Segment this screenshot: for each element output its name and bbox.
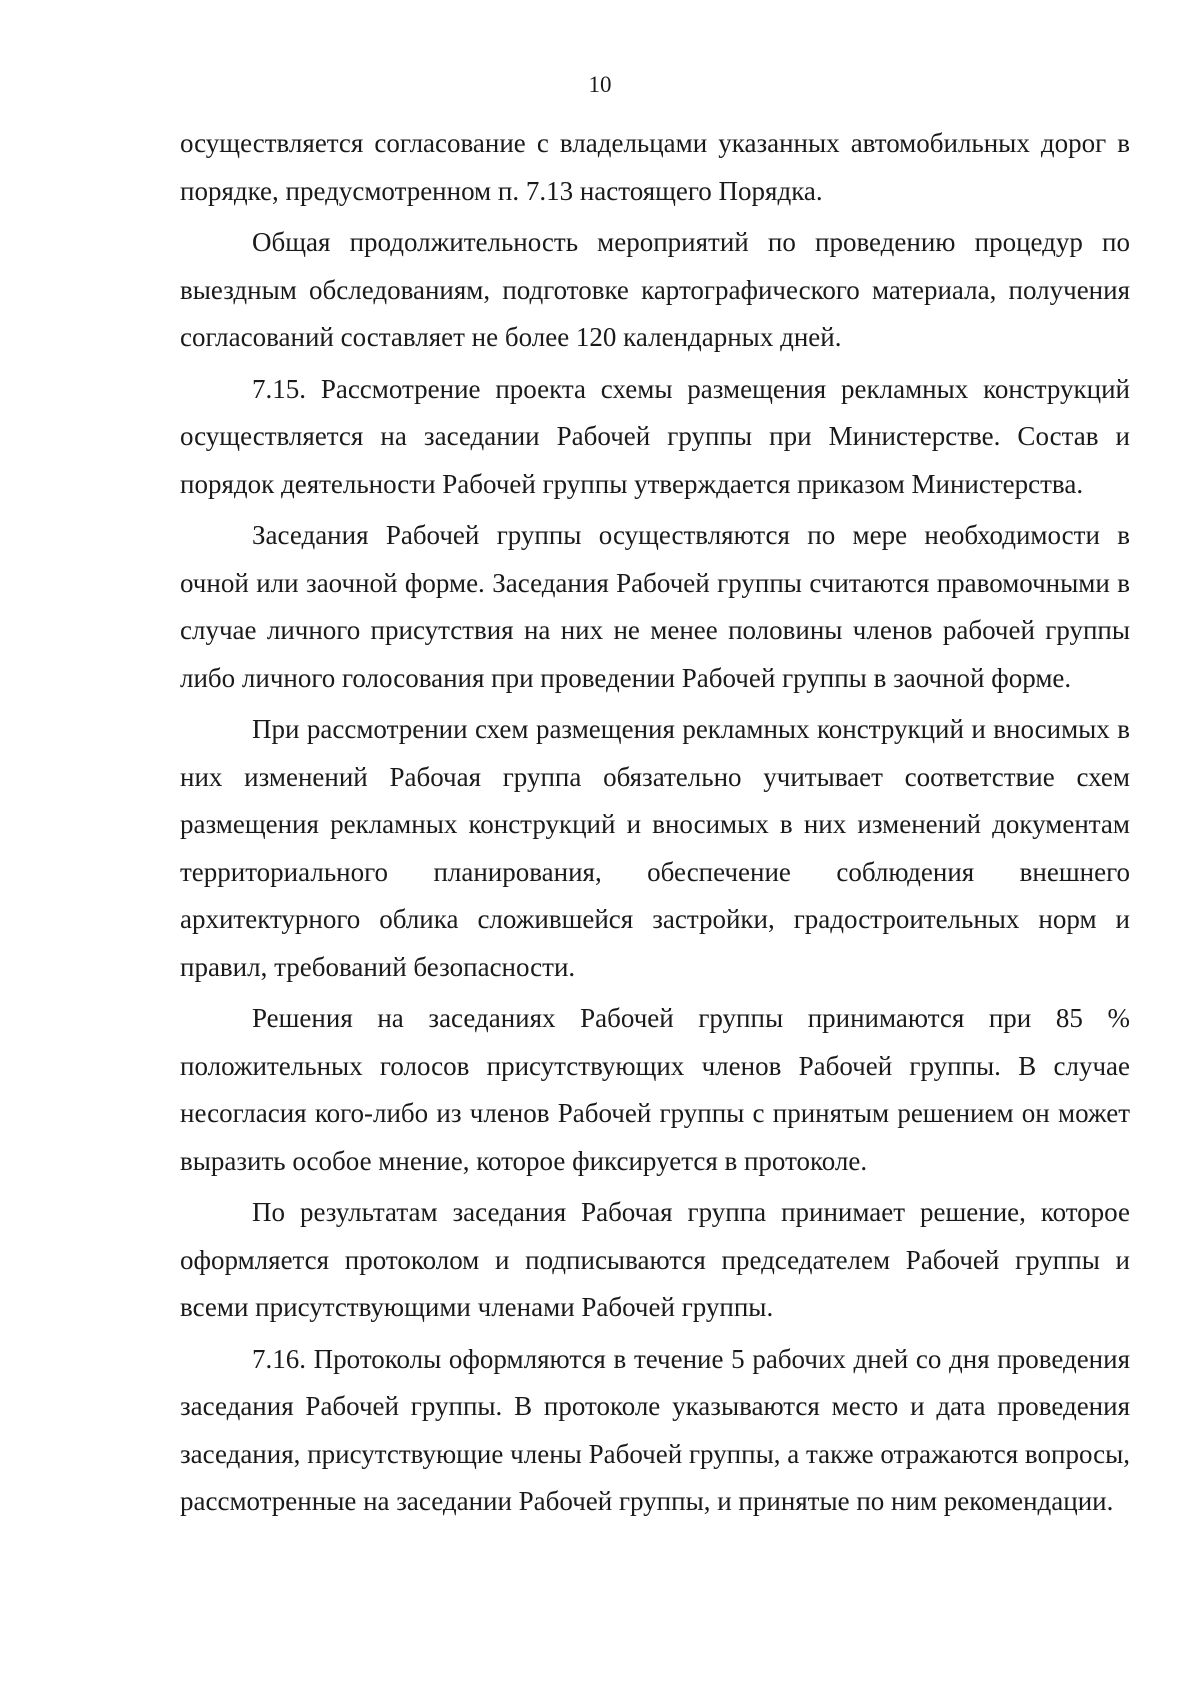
paragraph-consideration: При рассмотрении схем размещения рекламных конструкций и вносимых в них изменений Рабочая группа обязательно учитывает соответствие схем размещения рекламных конструкций и вносимых в них изменений документам территориального планирования, обеспечение соблюдения внешнего архитектурного облика сложившейся застройки, градостроительных норм и правил, требований безопасности.	[180, 714, 1130, 982]
paragraph-decisions: Решения на заседаниях Рабочей группы принимаются при 85 % положительных голосов присутствующих членов Рабочей группы. В случае несогласия кого-либо из членов Рабочей группы с принятым решением он может выразить особое мнение, которое фиксируется в протоколе.	[180, 1003, 1130, 1176]
paragraph-7-16: 7.16. Протоколы оформляются в течение 5 рабочих дней со дня проведения заседания Рабочей группы. В протоколе указываются место и дата проведения заседания, присутствующие члены Рабочей группы, а также отражаются вопросы, рассмотренные на заседании Рабочей группы, и принятые по ним рекомендации.	[180, 1343, 1130, 1516]
document-body	[180, 120, 1130, 1526]
paragraph-results: По результатам заседания Рабочая группа принимает решение, которое оформляется протоколом и подписываются председателем Рабочей группы и всеми присутствующими членами Рабочей группы.	[180, 1197, 1130, 1322]
page-number: 10	[588, 72, 612, 97]
paragraph-continuation: осуществляется согласование с владельцами указанных автомобильных дорог в порядке, предусмотренном п. 7.13 настоящего Порядка.	[180, 128, 1130, 206]
paragraph-sessions: Заседания Рабочей группы осуществляются по мере необходимости в очной или заочной форме. Заседания Рабочей группы считаются правомочными в случае личного присутствия на них не менее половины членов рабочей группы либо личного голосования при проведении Рабочей группы в заочной форме.	[180, 520, 1130, 693]
paragraph-duration: Общая продолжительность мероприятий по проведению процедур по выездным обследованиям, подготовке картографического материала, получения согласований составляет не более 120 календарных дней.	[180, 227, 1130, 352]
paragraph-7-15: 7.15. Рассмотрение проекта схемы размещения рекламных конструкций осуществляется на заседании Рабочей группы при Министерстве. Состав и порядок деятельности Рабочей группы утверждается приказом Министерства.	[180, 373, 1130, 499]
